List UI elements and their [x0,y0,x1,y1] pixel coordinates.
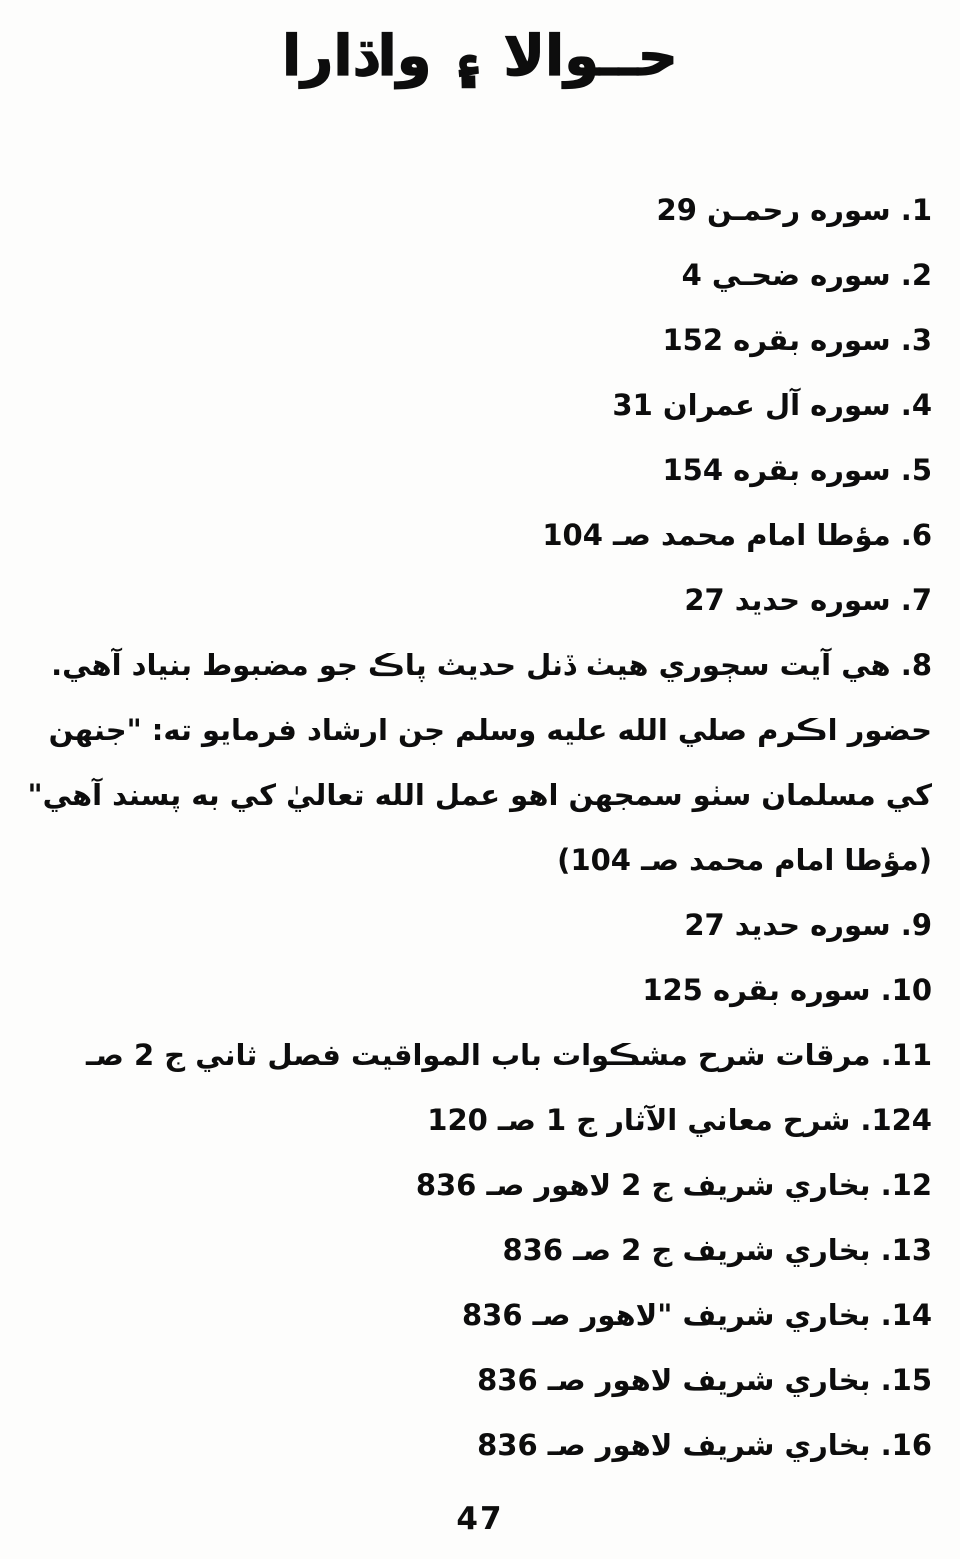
reference-item [26,373,932,438]
reference-item [26,1153,932,1218]
reference-text: سوره حديد 27 [684,583,891,617]
reference-item [26,568,932,633]
reference-number: 1. [900,193,932,227]
reference-number: 4. [900,388,932,422]
reference-number: 3. [900,323,932,357]
reference-text: بخاري شريف لاهور صـ 836 [477,1363,871,1397]
reference-text: مؤطا امام محمد صـ 104 [542,518,891,552]
reference-number: 16. [880,1428,932,1462]
reference-number: 2. [900,258,932,292]
page-title: حــوالا ۽ واڌارا [281,24,679,89]
reference-text: بخاري شريف "لاهور صـ 836 [462,1298,871,1332]
reference-number: 15. [880,1363,932,1397]
reference-item [26,1413,932,1478]
reference-item [26,308,932,373]
reference-item [26,243,932,308]
reference-item [26,1023,932,1153]
reference-item [26,1283,932,1348]
reference-number: 8. [900,648,932,682]
reference-number: 14. [880,1298,932,1332]
reference-number: 12. [880,1168,932,1202]
reference-number: 10. [880,973,932,1007]
reference-item [26,958,932,1023]
reference-number: 7. [900,583,932,617]
reference-text: بخاري شريف ج 2 صـ 836 [502,1233,871,1267]
reference-text: مرقات شرح مشڪوات باب المواقيت فصل ثاني ج 2 صـ 124. شرح معاني الآثار ج 1 صـ 120 [85,1038,932,1137]
reference-number: 9. [900,908,932,942]
reference-number: 6. [900,518,932,552]
reference-text: سوره رحمـن 29 [656,193,891,227]
reference-number: 13. [880,1233,932,1267]
references-list [0,178,960,1478]
reference-item [26,893,932,958]
reference-item [26,178,932,243]
reference-item [26,1218,932,1283]
reference-number: 5. [900,453,932,487]
reference-item [26,633,932,893]
reference-text: سوره حديد 27 [684,908,891,942]
reference-text: سوره بقره 154 [662,453,891,487]
reference-text: سوره ضحـي 4 [681,258,891,292]
reference-number: 11. [880,1038,932,1072]
reference-item [26,438,932,503]
reference-text: بخاري شريف لاهور صـ 836 [477,1428,871,1462]
page-number: 47 [456,1501,504,1537]
reference-text: هي آيت سڄوري هيٺ ڏنل حديث پاڪ جو مضبوط بنياد آهي. حضور اڪرم صلي الله عليه وسلم جن ارشاد فرمايو ته: "جنهن کي مسلمان سٺو سمجهن اهو عمل الله تعاليٰ کي به پسند آهي" (مؤطا امام محمد صـ 104) [27,648,932,877]
reference-text: سوره آل عمران 31 [612,388,891,422]
reference-text: سوره بقره 152 [662,323,891,357]
reference-item [26,503,932,568]
reference-text: بخاري شريف ج 2 لاهور صـ 836 [415,1168,871,1202]
reference-text: سوره بقره 125 [642,973,871,1007]
reference-item [26,1348,932,1413]
